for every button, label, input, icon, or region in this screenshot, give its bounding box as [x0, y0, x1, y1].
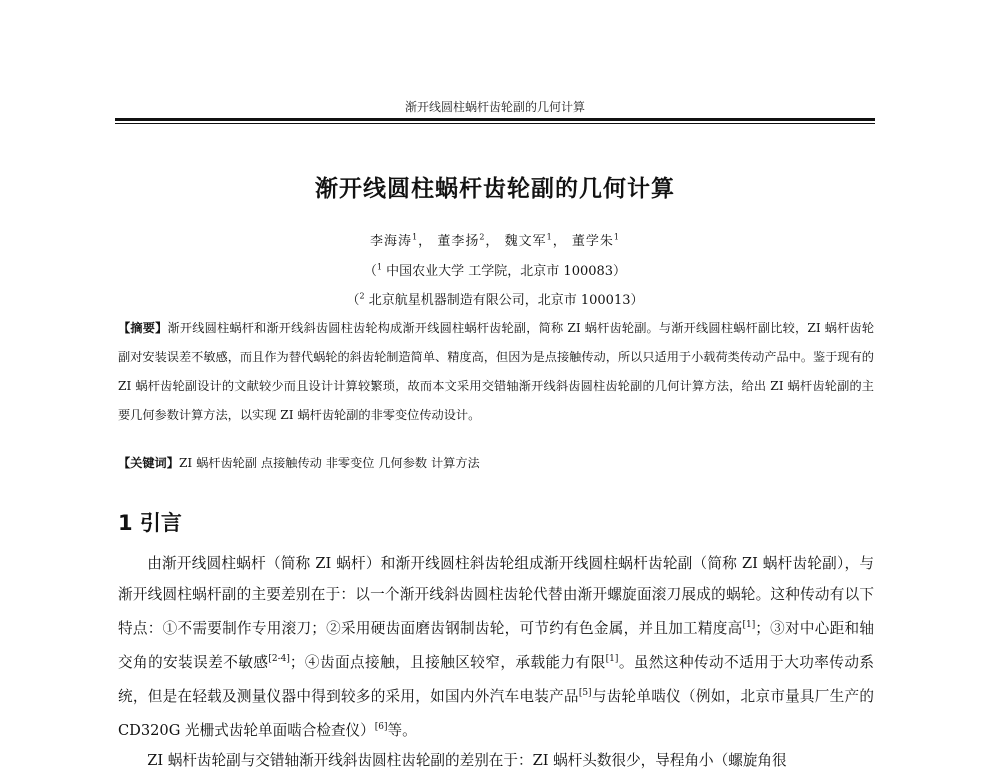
- keywords-text: ZI 蜗杆齿轮副 点接触传动 非零变位 几何参数 计算方法: [178, 456, 480, 470]
- body-text-run: 由渐开线圆柱蜗杆（简称 ZI 蜗杆）和渐开线圆柱斜齿轮组成渐开线圆柱蜗杆齿轮副（简称 ZI 蜗杆齿轮副），与渐开线圆柱蜗杆副的主要差别在于：以一个渐开线斜齿圆柱齿轮代替由渐开螺旋面滚刀展成的蜗轮。这种传动有以下特点：①不需要制作专用滚刀；②采用硬齿面磨齿钢制齿轮，可节约有色金属，并且加工精度高: [118, 555, 874, 637]
- header-rule-thick: [115, 118, 875, 121]
- affiliation-mark: 2: [359, 291, 365, 301]
- body-text-run: 。虽然这种传动不适用于大功率传动系统，但是在轻载及测量仪器中得到较多的采用，如国内外汽车电装产品: [118, 653, 874, 705]
- header-rule-thin: [115, 123, 875, 124]
- paper-title: 渐开线圆柱蜗杆齿轮副的几何计算: [315, 176, 675, 202]
- affiliation-text: 北京航星机器制造有限公司，北京市 100013）: [364, 293, 644, 308]
- body-text: [118, 548, 874, 776]
- citation-ref: [6]: [374, 721, 388, 732]
- running-header: 渐开线圆柱蜗杆齿轮副的几何计算: [404, 100, 585, 114]
- affiliation-open-paren: （: [346, 293, 360, 308]
- author-separator: ，: [552, 234, 567, 249]
- affiliation-open-paren: （: [363, 264, 377, 279]
- affiliation-text: 中国农业大学 工学院，北京市 100083）: [382, 264, 627, 279]
- section-heading-introduction: 1 引言: [118, 511, 182, 535]
- citation-ref: [1]: [742, 620, 756, 630]
- abstract-text: 渐开线圆柱蜗杆和渐开线斜齿圆柱齿轮构成渐开线圆柱蜗杆齿轮副，简称 ZI 蜗杆齿轮副。与渐开线圆柱蜗杆副比较，ZI 蜗杆齿轮副对安装误差不敏感，而且作为替代蜗轮的斜齿轮制造简单、精度高，但因为是点接触传动，所以只适用于小载荷类传动产品中。鉴于现有的 ZI 蜗杆齿轮副设计的文献较少而且设计计算较繁琐，故而本文采用交错轴渐开线斜齿圆柱齿轮副的几何计算方法，给出 ZI 蜗杆齿轮副的主要几何参数计算方法，以实现 ZI 蜗杆齿轮副的非零变位传动设计。: [118, 321, 875, 422]
- body-text-run: 与齿轮单啮仪（例如，北京市量具厂生产的 CD320G 光栅式齿轮单面啮合检查仪）: [118, 687, 874, 739]
- keywords: [118, 454, 874, 471]
- author-line: [115, 230, 875, 249]
- body-paragraph: [118, 548, 874, 745]
- body-paragraph: ZI 蜗杆齿轮副与交错轴渐开线斜齿圆柱齿轮副的差别在于：ZI 蜗杆头数很少，导程角小（螺旋角很: [147, 752, 787, 770]
- affiliation-mark: 1: [376, 262, 383, 272]
- author-affil-mark: 1: [412, 232, 419, 242]
- keywords-label: 【关键词】: [118, 456, 179, 470]
- author-name: 董李扬: [437, 234, 480, 249]
- author-name: 魏文军: [504, 234, 547, 249]
- author-affil-mark: 2: [479, 232, 486, 242]
- author-affil-mark: 1: [546, 232, 553, 242]
- author-name: 董学朱: [571, 234, 614, 249]
- body-text-run: ；③对中心距和轴交角的安装误差不敏感: [118, 619, 874, 671]
- abstract-label: 【摘要】: [118, 321, 168, 335]
- author-affil-mark: 1: [613, 232, 620, 242]
- body-text-run: 等。: [387, 721, 417, 739]
- author-separator: ，: [418, 234, 433, 249]
- affiliation-2: [115, 289, 875, 308]
- author-separator: ，: [485, 234, 500, 249]
- abstract: [118, 314, 874, 430]
- citation-ref: [2-4]: [268, 653, 290, 664]
- author-name: 李海涛: [370, 234, 413, 249]
- affiliation-1: [115, 260, 875, 279]
- citation-ref: [5]: [578, 687, 592, 698]
- body-text-run: ；④齿面点接触，且接触区较窄，承载能力有限: [289, 653, 606, 671]
- citation-ref: [1]: [605, 653, 619, 664]
